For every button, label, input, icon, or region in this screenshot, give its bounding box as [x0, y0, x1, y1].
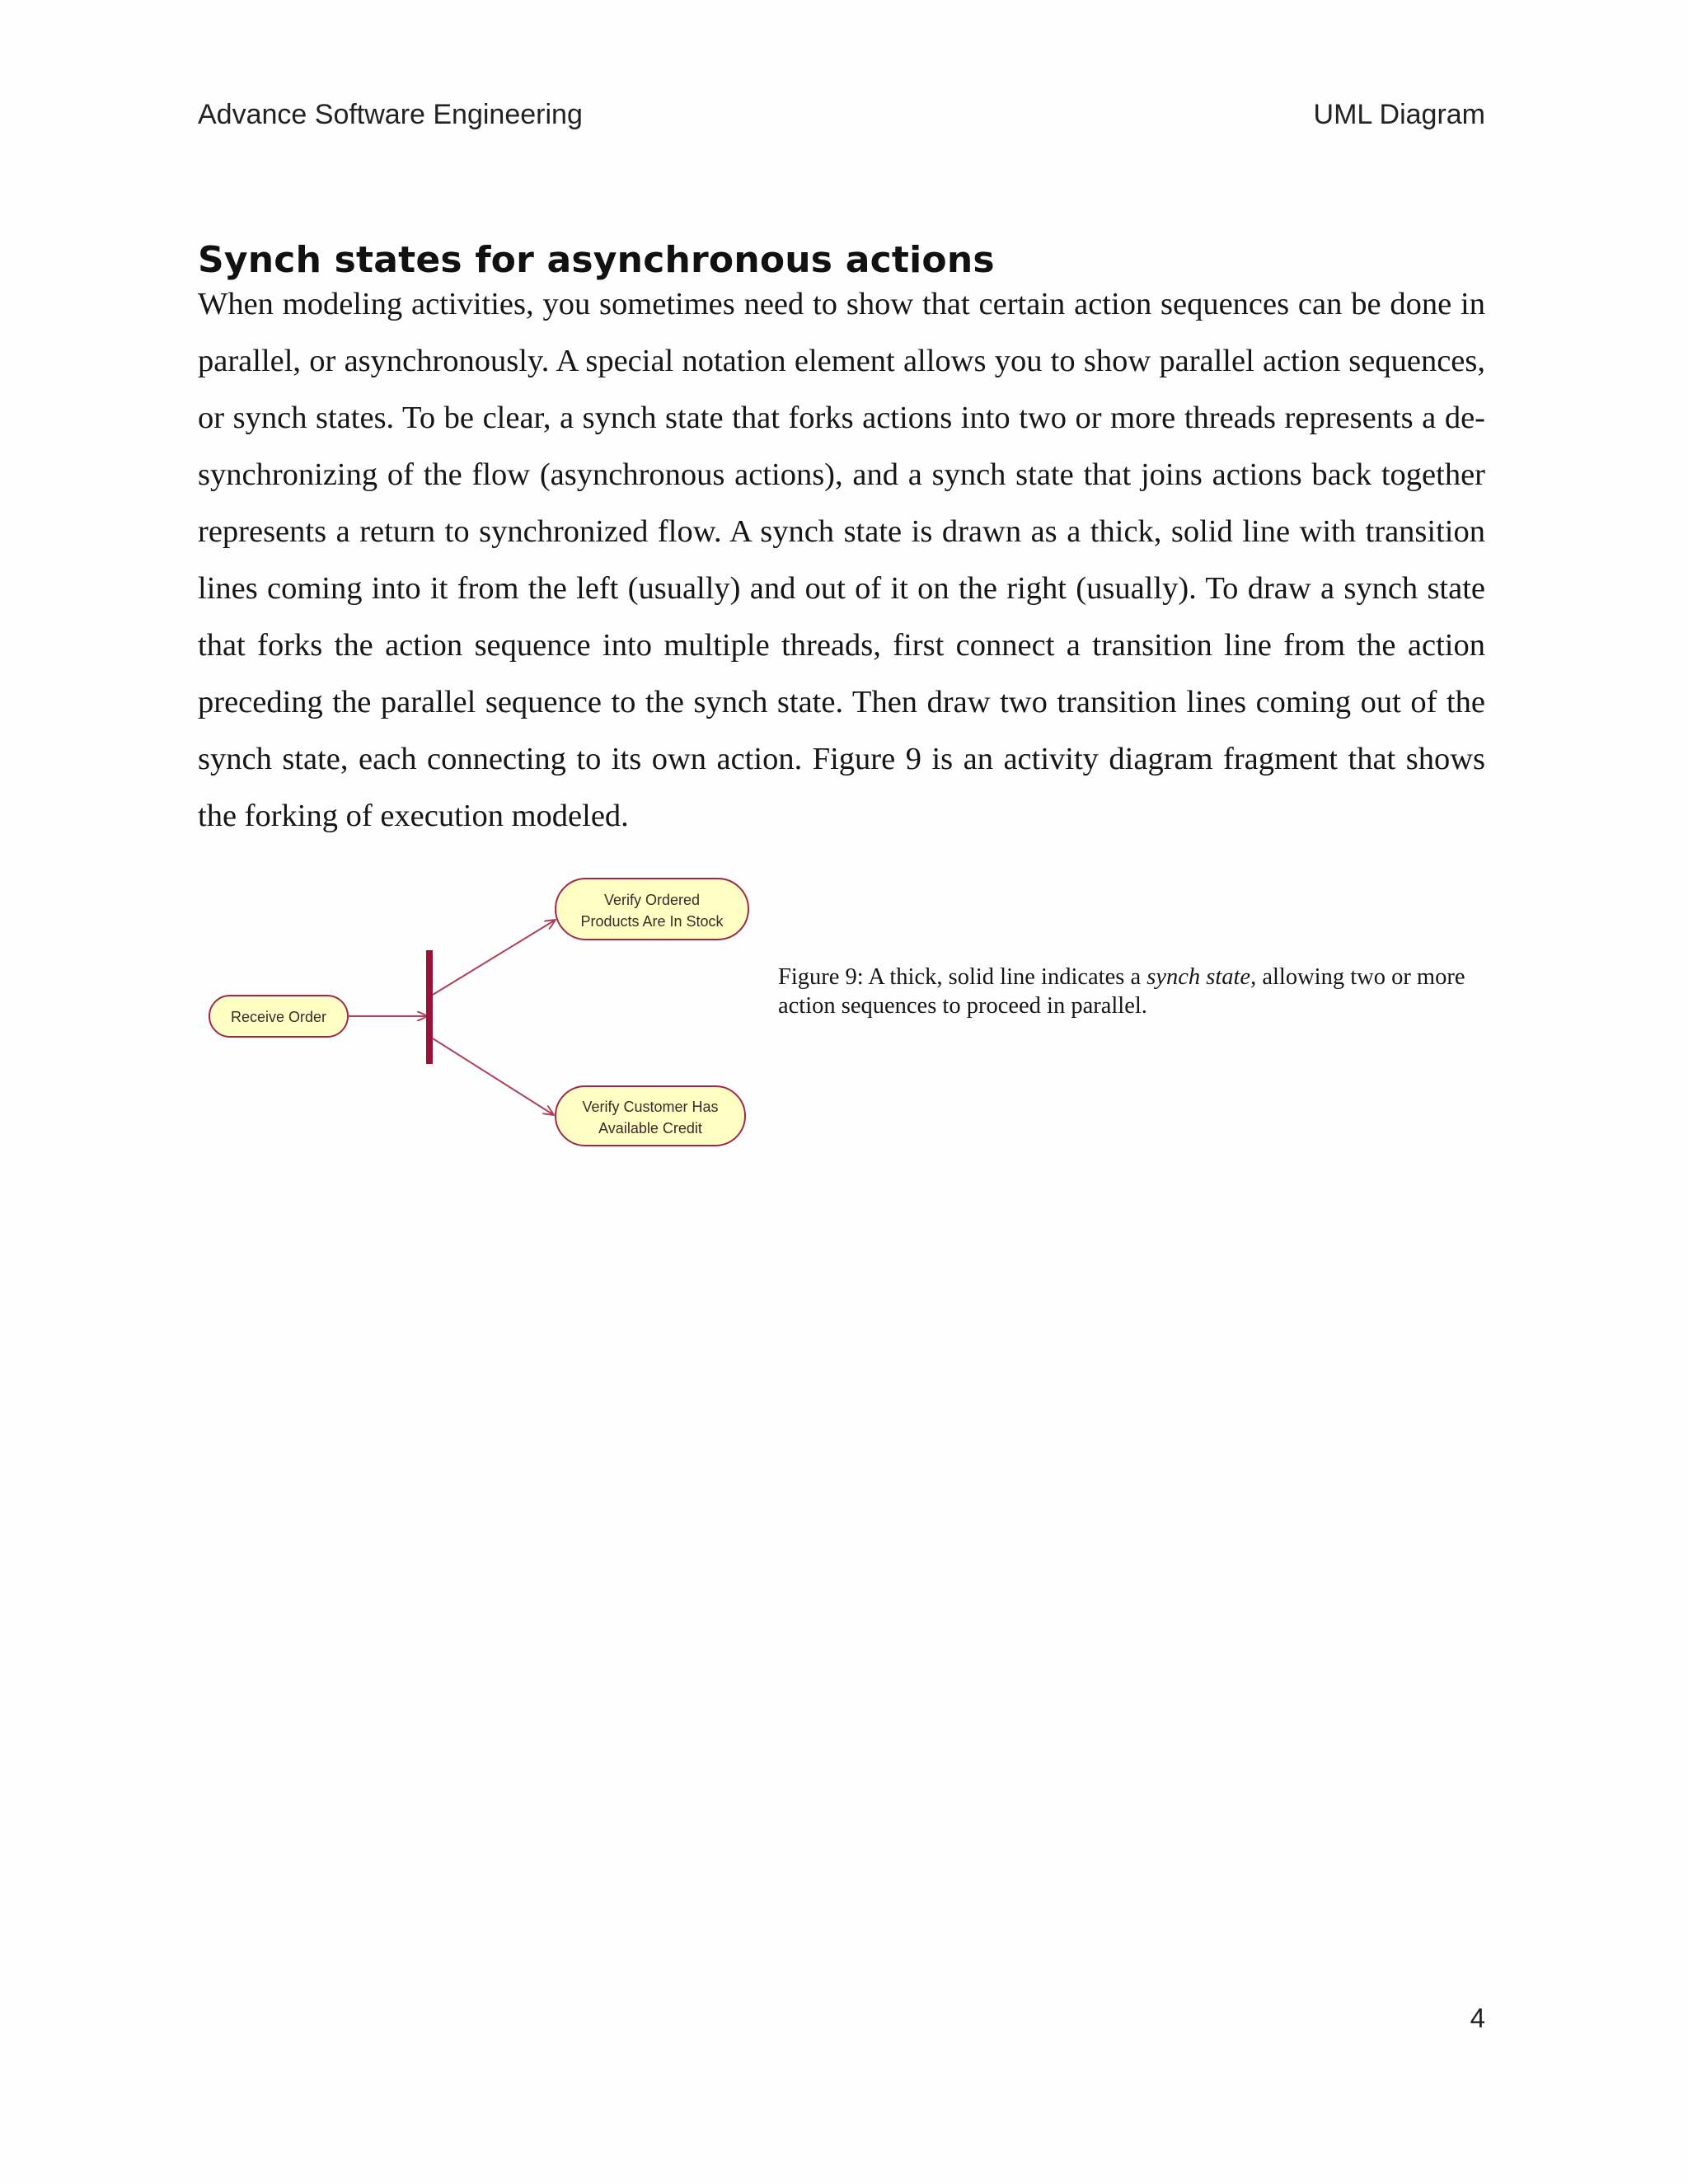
body-paragraph: When modeling activities, you sometimes need to show that certain action sequences can be done in parallel, or asynchronously. A special notation element allows you to show parallel action sequences, or synch states. To be clear, a synch state that forks actions into two or more threads represents a de-synchronizing of the flow (asynchronous actions), and a synch state that joins actions back together represents a return to synchronized flow. A synch state is drawn as a thick, solid line with transition lines coming into it from the left (usually) and out of it on the right (usually). To draw a synch state that forks the action sequence into multiple threads, first connect a transition line from the action preceding the parallel sequence to the synch state. Then draw two transition lines coming out of the synch state, each connecting to its own action. Figure 9 is an activity diagram fragment that shows the forking of execution modeled.	[198, 287, 1485, 833]
figure-caption	[778, 963, 1487, 1020]
transition-synch-to-verify-stock	[433, 920, 556, 995]
transition-synch-to-verify-credit	[433, 1038, 554, 1115]
node-verify-credit-label-line1: Verify Customer Has	[582, 1099, 719, 1115]
node-receive-order	[209, 996, 348, 1037]
section-heading: Synch states for asynchronous actions	[198, 239, 995, 281]
caption-prefix: Figure 9: A thick, solid line indicates a	[778, 964, 1147, 990]
node-verify-credit-label-line2: Available Credit	[598, 1120, 702, 1137]
node-receive-order-label: Receive Order	[230, 1009, 327, 1025]
caption-suffix: , allowing two or more action sequences to proceed in parallel.	[778, 964, 1465, 1019]
caption-emphasis: synch state	[1146, 964, 1251, 990]
node-verify-stock-label-line1: Verify Ordered	[603, 892, 701, 908]
node-verify-stock	[556, 879, 748, 940]
synch-state-bar	[426, 950, 433, 1064]
header-course-title: Advance Software Engineering	[198, 99, 583, 130]
node-verify-credit	[556, 1086, 745, 1146]
node-verify-stock-label-line2: Products Are In Stock	[580, 913, 724, 930]
activity-diagram	[198, 865, 758, 1162]
page-number: 4	[1470, 2003, 1485, 2033]
header-chapter-title: UML Diagram	[1313, 99, 1485, 130]
